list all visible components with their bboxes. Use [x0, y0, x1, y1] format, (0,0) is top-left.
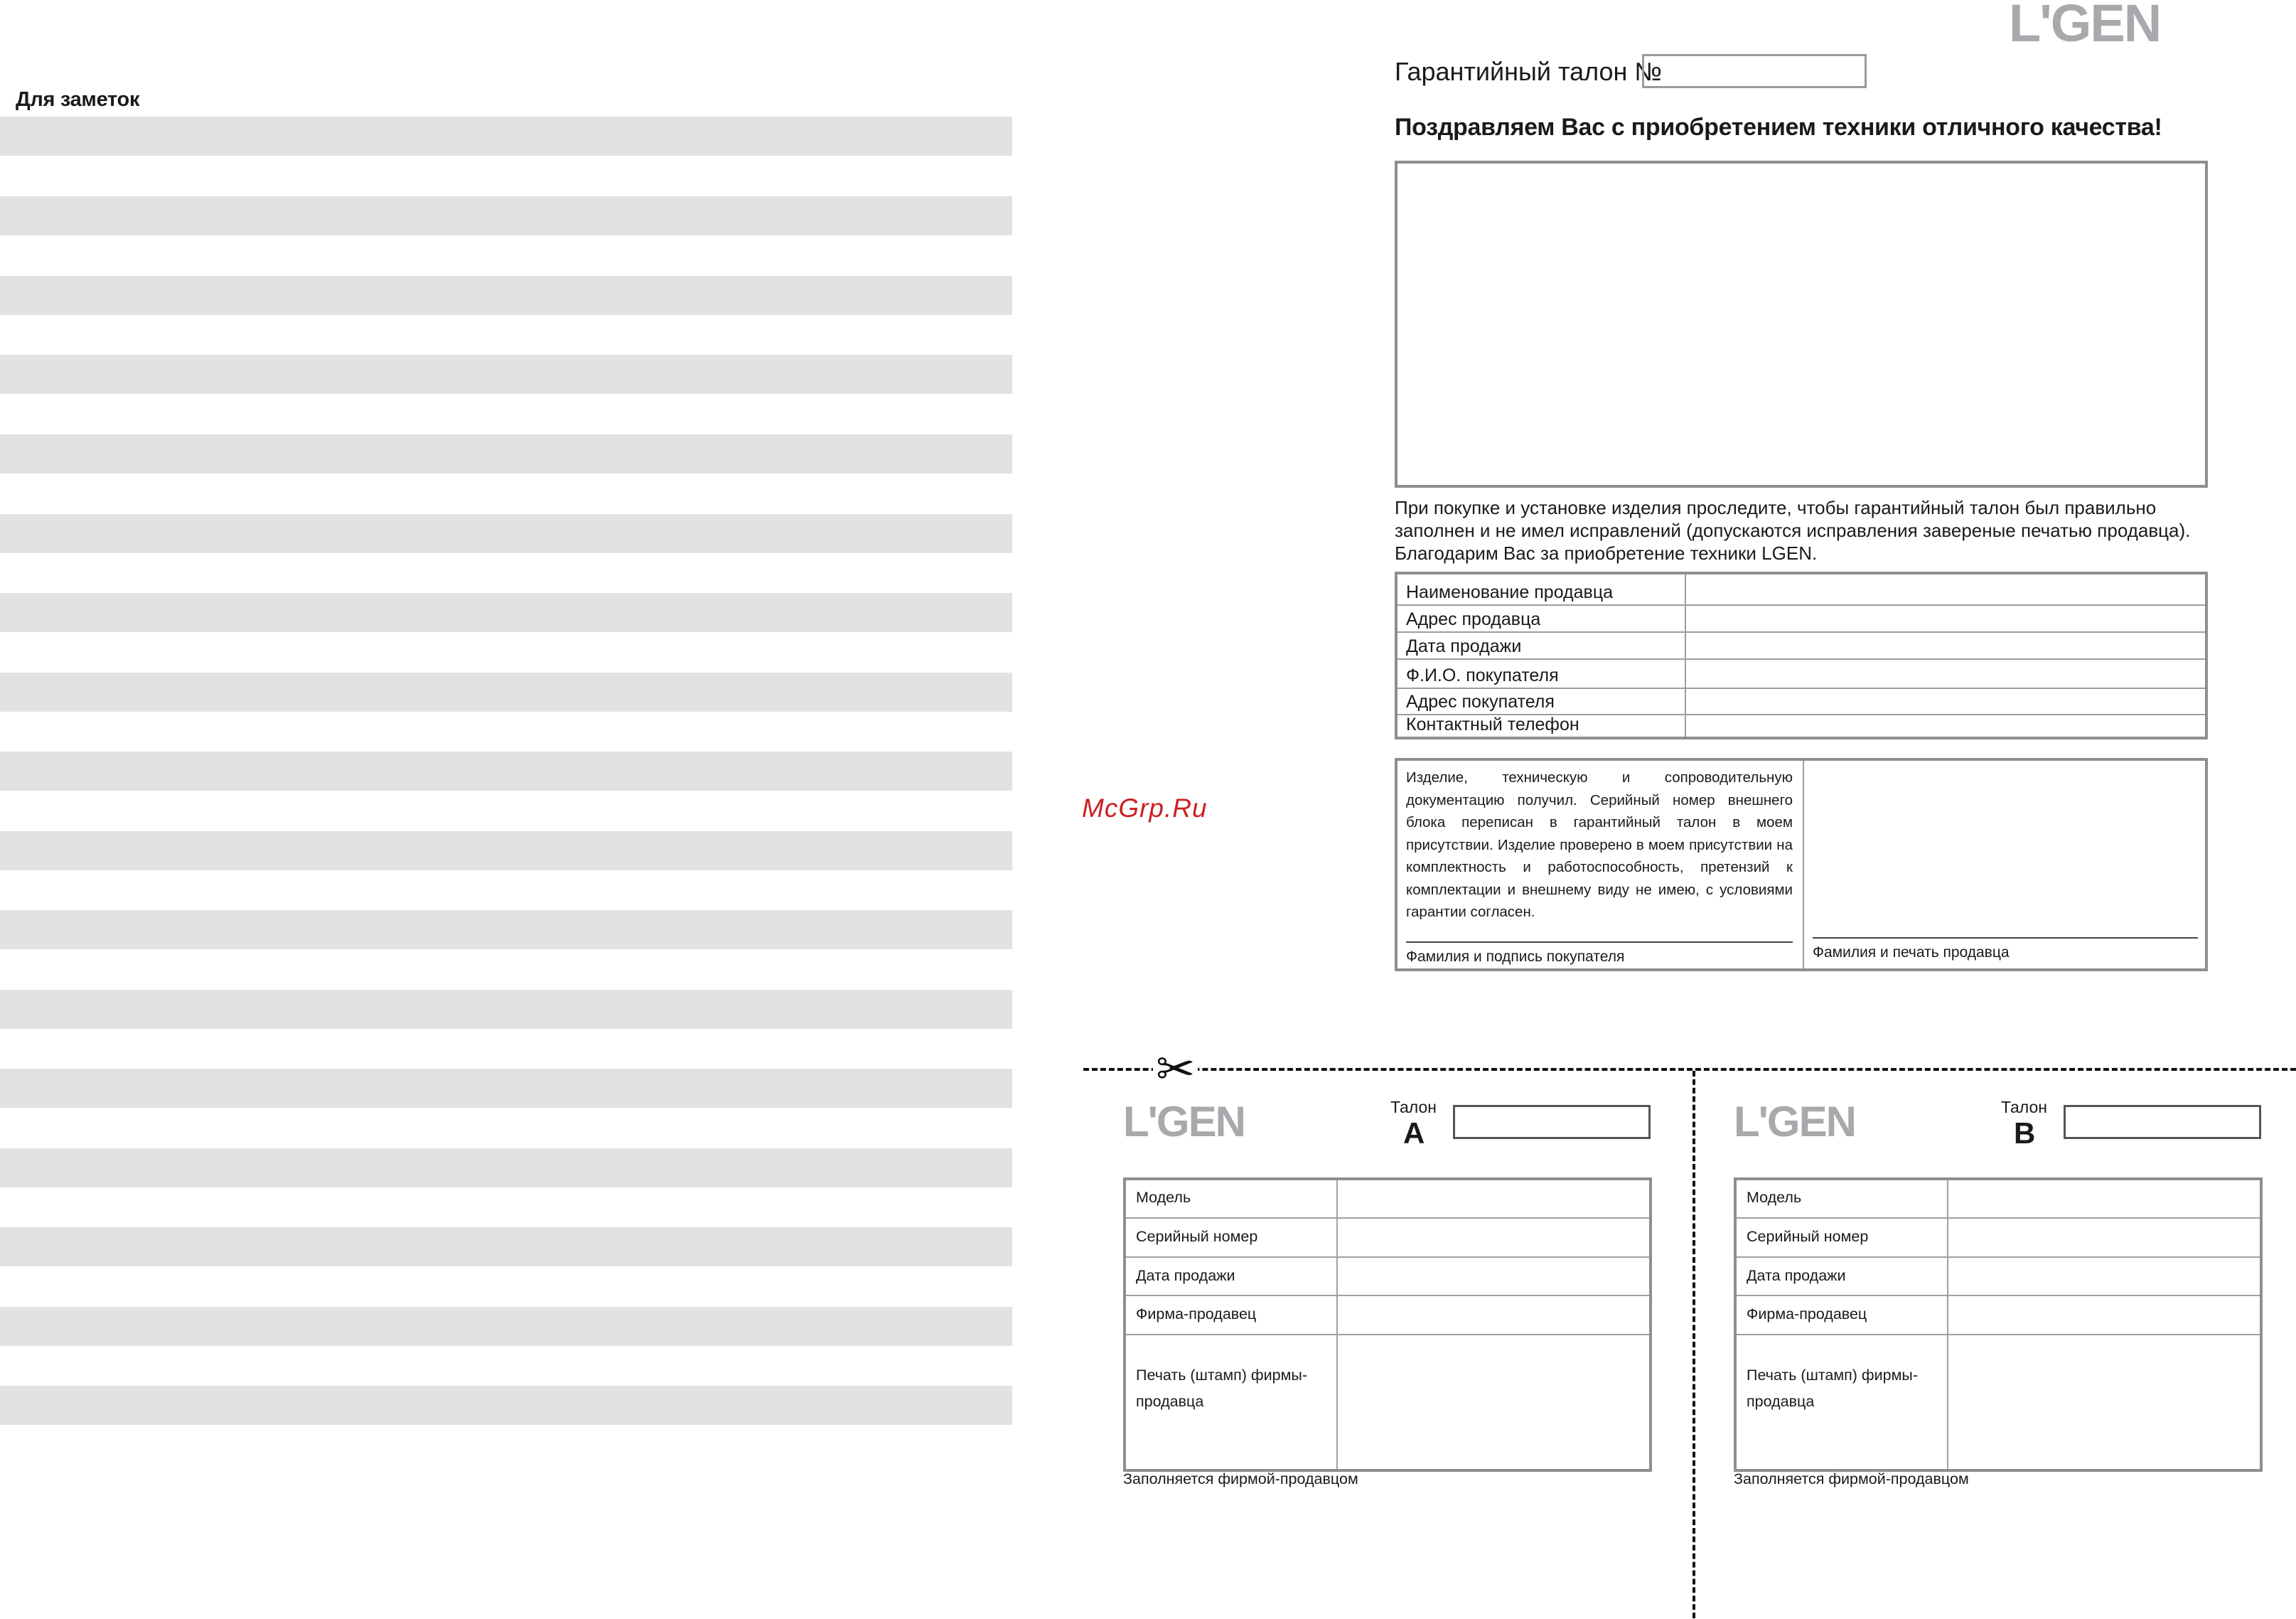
- seller-row[interactable]: [1398, 660, 2205, 689]
- seller-field-label: Адрес покупателя: [1406, 692, 1555, 712]
- seller-field-label: Ф.И.О. покупателя: [1406, 666, 1559, 685]
- coupon-field-label: Печать (штамп) фирмы-продавца: [1747, 1367, 1918, 1410]
- brand-logo: L'GEN: [2009, 0, 2161, 53]
- talon-label: Талон: [1390, 1098, 1437, 1116]
- product-info-box[interactable]: [1395, 161, 2208, 488]
- seller-field-label: Контактный телефон: [1406, 715, 1579, 734]
- talon-letter: B: [2014, 1116, 2036, 1150]
- note-line[interactable]: [0, 117, 1012, 156]
- note-line[interactable]: [0, 910, 1012, 949]
- notes-title: Для заметок: [16, 88, 140, 111]
- coupon-b: [1734, 1095, 2264, 1522]
- seller-row[interactable]: [1398, 689, 2205, 715]
- coupon-row[interactable]: [1126, 1219, 1649, 1258]
- note-line[interactable]: [0, 752, 1012, 791]
- seller-row[interactable]: [1398, 575, 2205, 606]
- talon-label: Талон: [2001, 1098, 2047, 1116]
- coupon-row[interactable]: [1126, 1296, 1649, 1335]
- note-line[interactable]: [0, 514, 1012, 553]
- seller-row[interactable]: [1398, 633, 2205, 660]
- coupon-footnote: Заполняется фирмой-продавцом: [1123, 1470, 1358, 1487]
- coupon-field-label: Дата продажи: [1747, 1267, 1846, 1284]
- seller-signature-line[interactable]: [1813, 937, 2198, 939]
- coupon-field-label: Печать (штамп) фирмы-продавца: [1136, 1367, 1307, 1410]
- note-line[interactable]: [0, 990, 1012, 1029]
- coupon-number-label: Гарантийный талон №: [1395, 57, 1663, 86]
- talon-number-field[interactable]: [1453, 1105, 1651, 1139]
- cut-line-vertical: [1693, 1071, 1695, 1618]
- note-line[interactable]: [0, 1069, 1012, 1108]
- coupon-row[interactable]: [1737, 1258, 2260, 1296]
- coupon-field-label: Модель: [1136, 1189, 1191, 1206]
- coupon-field-label: Серийный номер: [1747, 1228, 1869, 1245]
- note-line[interactable]: [0, 196, 1012, 235]
- coupon-logo: L'GEN: [1123, 1098, 1245, 1145]
- talon-number-field[interactable]: [2064, 1105, 2261, 1139]
- coupon-field-label: Серийный номер: [1136, 1228, 1258, 1245]
- acknowledgement-text: Изделие, техническую и сопроводительную документацию получил. Серийный номер внешнего блока переписан в гарантийный талон в моем присутствии. Изделие проверено в моем присутствии на комплектность и работоспособность, претензий к комплектации и внешнему виду не имею, с условиями гарантии согласен.: [1406, 769, 1793, 920]
- seller-info-table: [1395, 572, 2208, 739]
- note-line[interactable]: [0, 1148, 1012, 1187]
- seller-field-label: Наименование продавца: [1406, 582, 1614, 602]
- watermark: McGrp.Ru: [1082, 794, 1208, 823]
- acknowledgement-box: [1395, 758, 2208, 971]
- coupon-row[interactable]: [1737, 1180, 2260, 1219]
- coupon-field-label: Фирма-продавец: [1747, 1305, 1867, 1323]
- seller-row[interactable]: [1398, 606, 2205, 633]
- seller-field-label: Адрес продавца: [1406, 609, 1541, 629]
- congratulations-heading: Поздравляем Вас с приобретением техники отличного качества!: [1395, 114, 2162, 141]
- coupon-row[interactable]: [1737, 1335, 2260, 1469]
- coupon-number-field[interactable]: [1642, 54, 1867, 88]
- coupon-logo: L'GEN: [1734, 1098, 1855, 1145]
- note-line[interactable]: [0, 276, 1012, 315]
- seller-signature-label: Фамилия и печать продавца: [1813, 944, 2010, 961]
- note-line[interactable]: [0, 355, 1012, 394]
- talon-letter: A: [1403, 1116, 1425, 1150]
- buyer-signature-label: Фамилия и подпись покупателя: [1406, 949, 1625, 965]
- coupon-row[interactable]: [1126, 1258, 1649, 1296]
- note-line[interactable]: [0, 1307, 1012, 1346]
- note-line[interactable]: [0, 1386, 1012, 1425]
- coupon-row[interactable]: [1737, 1296, 2260, 1335]
- seller-row[interactable]: [1398, 715, 2205, 737]
- coupon-row[interactable]: [1737, 1219, 2260, 1258]
- cut-line-horizontal: [1083, 1068, 2296, 1071]
- buyer-signature-line[interactable]: [1406, 941, 1793, 943]
- acknowledgement-divider: [1803, 761, 1804, 968]
- coupon-footnote: Заполняется фирмой-продавцом: [1734, 1470, 1969, 1487]
- coupon-row[interactable]: [1126, 1335, 1649, 1469]
- seller-field-label: Дата продажи: [1406, 636, 1522, 656]
- scissors-icon: ✂: [1153, 1045, 1198, 1092]
- coupon-row[interactable]: [1126, 1180, 1649, 1219]
- coupon-field-label: Дата продажи: [1136, 1267, 1235, 1284]
- coupon-field-label: Фирма-продавец: [1136, 1305, 1257, 1323]
- coupon-a: [1123, 1095, 1653, 1522]
- intro-text: При покупке и установке изделия проследите, чтобы гарантийный талон был правильно заполнен и не имел исправлений (допускаются исправления завереные печатью продавца). Благодарим Вас за приобретение техники LGEN.: [1395, 497, 2191, 564]
- coupon-table: [1123, 1177, 1652, 1472]
- note-line[interactable]: [0, 831, 1012, 870]
- note-line[interactable]: [0, 1227, 1012, 1266]
- coupon-field-label: Модель: [1747, 1189, 1802, 1206]
- note-line[interactable]: [0, 434, 1012, 474]
- coupon-table: [1734, 1177, 2263, 1472]
- note-line[interactable]: [0, 593, 1012, 632]
- note-line[interactable]: [0, 673, 1012, 712]
